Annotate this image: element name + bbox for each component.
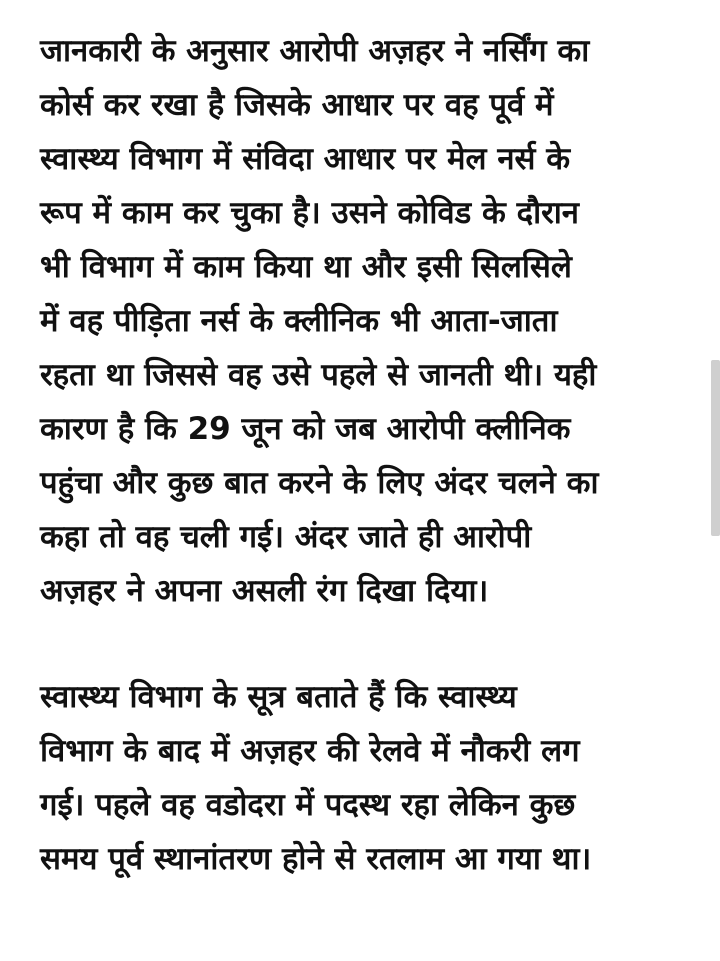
text-line: में वह पीड़िता नर्स के क्लीनिक भी आता-जाता [40, 303, 558, 339]
text-line: जानकारी के अनुसार आरोपी अज़हर ने नर्सिंग का [40, 33, 590, 69]
text-line: गई। पहले वह वडोदरा में पदस्थ रहा लेकिन कुछ [40, 787, 576, 823]
article-body [40, 24, 710, 886]
text-line: कारण है कि 29 जून को जब आरोपी क्लीनिक [40, 411, 571, 447]
text-line: विभाग के बाद में अज़हर की रेलवे में नौकरी लग [40, 733, 580, 769]
text-line: रहता था जिससे वह उसे पहले से जानती थी। यही [40, 357, 597, 393]
text-line: समय पूर्व स्थानांतरण होने से रतलाम आ गया था। [40, 841, 592, 877]
paragraph-1 [40, 24, 710, 618]
paragraph-spacer [40, 618, 710, 670]
text-line: भी विभाग में काम किया था और इसी सिलसिले [40, 249, 572, 285]
text-line: रूप में काम कर चुका है। उसने कोविड के दौरान [40, 195, 580, 231]
text-line: अज़हर ने अपना असली रंग दिखा दिया। [40, 573, 489, 609]
text-line: स्वास्थ्य विभाग के सूत्र बताते हैं कि स्वास्थ्य [40, 679, 517, 715]
text-line: कोर्स कर रखा है जिसके आधार पर वह पूर्व में [40, 87, 554, 123]
paragraph-2 [40, 670, 710, 886]
scrollbar-thumb[interactable] [711, 360, 720, 536]
text-line: कहा तो वह चली गई। अंदर जाते ही आरोपी [40, 519, 532, 555]
text-line: पहुंचा और कुछ बात करने के लिए अंदर चलने का [40, 465, 599, 501]
text-line: स्वास्थ्य विभाग में संविदा आधार पर मेल नर्स के [40, 141, 571, 177]
